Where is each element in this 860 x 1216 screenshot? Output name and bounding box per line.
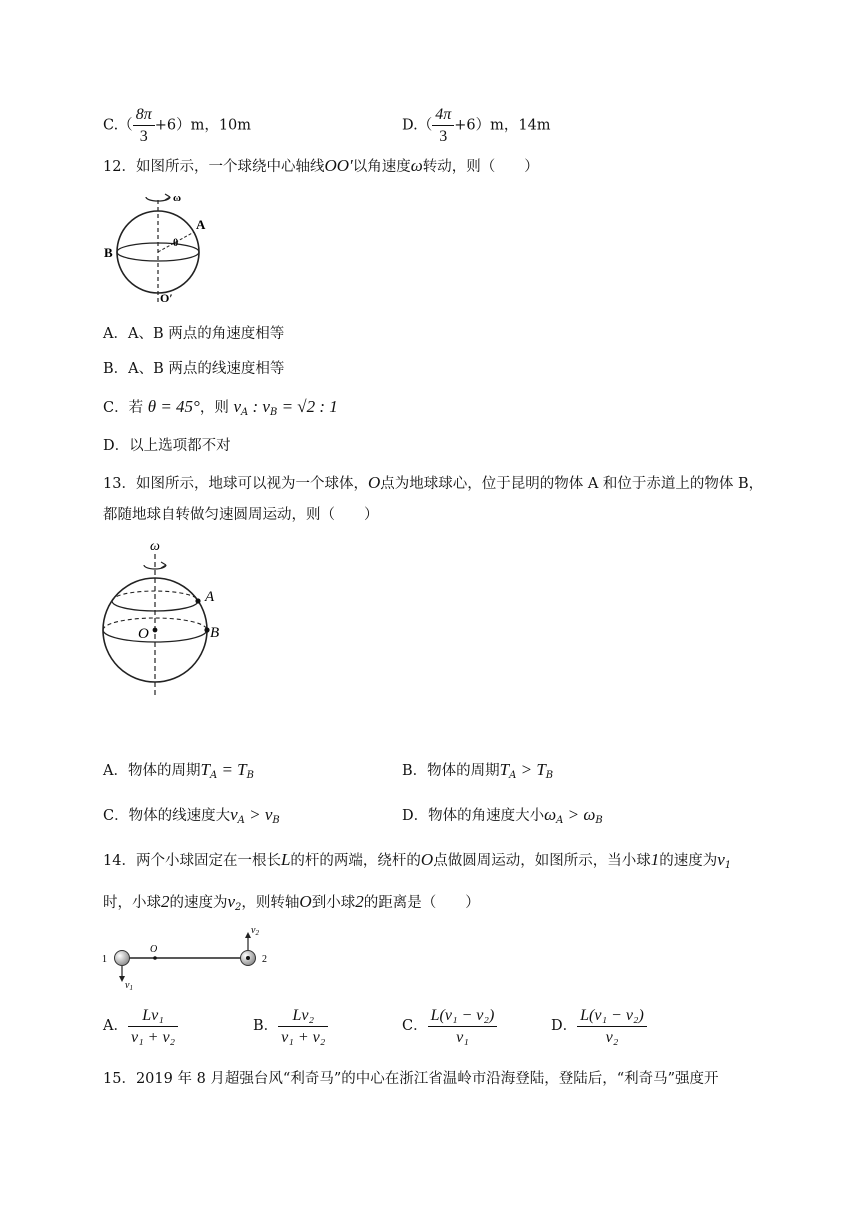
q11-option-c: C.（ $\frac{8\pi}{3}$ +6）m，10m xyxy=(103,106,252,146)
v1-label: $v_1$ xyxy=(125,980,133,991)
v2-label: $v_2$ xyxy=(251,925,259,937)
q14-rod-diagram xyxy=(98,925,278,991)
q14-option-b: B． $\frac{\text{Lv₂}}{\text{v₁ + v₂}}$ xyxy=(253,1006,328,1047)
q11-option-d: D.（ $\frac{4\pi}{3}$ +6）m，14m xyxy=(402,106,551,146)
fraction: $\frac{\text{Lv₁}}{\text{v₁ + v₂}}$ xyxy=(128,1006,178,1047)
q14-option-c: C． $\frac{\text{L(v₁ − v₂)}}{\text{v₁}}$ xyxy=(402,1006,497,1047)
omega-label: ω xyxy=(150,539,160,554)
ball2-label: 2 xyxy=(262,954,267,965)
q12-option-a: A．A、B 两点的角速度相等 xyxy=(103,326,285,342)
q13-stem-line1: 13．如图所示，地球可以视为一个球体，O点为地球球心，位于昆明的物体 A 和位于赤道上的物体 B， xyxy=(103,473,764,492)
point-a-label: A xyxy=(205,589,215,605)
fraction: $\frac{\text{Lv₂}}{\text{v₁ + v₂}}$ xyxy=(278,1006,328,1047)
q13-stem-line2: 都随地球自转做匀速圆周运动，则（ ） xyxy=(103,507,379,523)
q13-option-a: A．物体的周期$T_A = T_B$ xyxy=(103,760,254,781)
q13-option-c: C．物体的线速度大$v_A > v_B$ xyxy=(103,805,280,826)
q12-option-c: C．若 θ = 45°，则 $v_A$ : $v_B = √2$ : 1 xyxy=(103,397,338,418)
q12-option-d: D．以上选项都不对 xyxy=(103,438,231,454)
q12-option-b: B．A、B 两点的线速度相等 xyxy=(103,361,285,377)
fraction: $\frac{4\pi}{3}$ xyxy=(432,105,454,146)
q13-option-b: B．物体的周期$T_A > T_B$ xyxy=(402,760,554,781)
ball1-label: 1 xyxy=(102,954,107,965)
q12-sphere-diagram xyxy=(100,186,220,306)
axis-o-label: O′ xyxy=(160,291,173,305)
q12-stem: 12．如图所示，一个球绕中心轴线OO′以角速度ω转动，则（ ） xyxy=(103,156,539,175)
fraction: $\frac{\text{L(v₁ − v₂)}}{\text{v₁}}$ xyxy=(428,1006,498,1047)
point-b-label: B xyxy=(104,245,113,260)
q14-stem-line1: 14．两个小球固定在一根长L的杆的两端，绕杆的O点做圆周运动，如图所示，当小球1的速度为$v_1$ xyxy=(103,850,732,871)
point-b-label: B xyxy=(210,625,220,641)
q14-option-a: A． $\frac{\text{Lv₁}}{\text{v₁ + v₂}}$ xyxy=(103,1006,178,1047)
q13-option-d: D．物体的角速度大小$\omega_A > \omega_B$ xyxy=(402,805,603,826)
q13-earth-diagram xyxy=(98,538,228,703)
q15-stem: 15．2019 年 8 月超强台风“利奇马”的中心在浙江省温岭市沿海登陆，登陆后，“利奇马”强度开 xyxy=(103,1071,719,1087)
fraction: $\frac{\text{L(v₁ − v₂)}}{\text{v₂}}$ xyxy=(577,1006,647,1047)
point-a-label: A xyxy=(196,217,206,232)
theta-label: θ xyxy=(173,238,179,249)
pivot-o-label: O xyxy=(150,944,158,955)
fraction: $\frac{8\pi}{3}$ xyxy=(133,105,155,146)
q14-option-d: D． $\frac{\text{L(v₁ − v₂)}}{\text{v₂}}$ xyxy=(551,1006,647,1047)
center-o-label: O xyxy=(138,626,149,642)
q14-stem-line2: 时，小球2的速度为$v_2$，则转轴O到小球2的距离是（ ） xyxy=(103,892,480,913)
omega-label: ω xyxy=(173,192,182,204)
